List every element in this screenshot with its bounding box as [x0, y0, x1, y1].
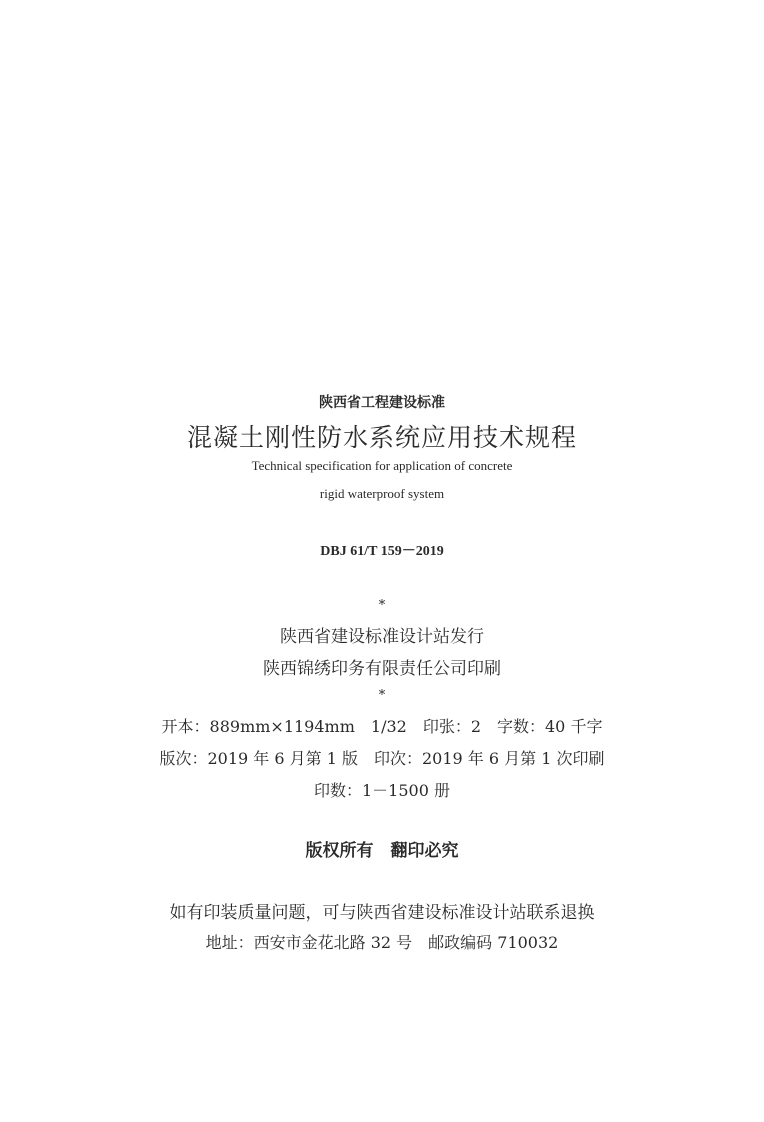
standard-code: DBJ 61/T 159－2019 [320, 544, 444, 559]
quality-notice: 如有印装质量问题，可与陕西省建设标准设计站联系退换 [169, 903, 595, 923]
publisher-line: 陕西省建设标准设计站发行 [280, 627, 484, 647]
english-title-line-2: rigid waterproof system [319, 486, 445, 501]
format-info-line: 开本：889mm×1194mm 1/32 印张：2 字数：40 千字 [161, 717, 603, 736]
english-title-line-1: Technical specification for application of concrete [251, 458, 513, 473]
chinese-title: 混凝土刚性防水系统应用技术规程 [186, 423, 577, 452]
separator-asterisk: * [378, 688, 386, 703]
edition-info-line: 版次：2019 年 6 月第 1 版 印次：2019 年 6 月第 1 次印刷 [159, 749, 605, 768]
printer-line: 陕西锦绣印务有限责任公司印刷 [263, 659, 501, 679]
separator-asterisk: * [378, 598, 386, 613]
copyright-notice: 版权所有 翻印必究 [305, 841, 459, 861]
print-run-line: 印数：1－1500 册 [314, 781, 450, 800]
standard-series-label: 陕西省工程建设标准 [319, 395, 445, 411]
address-line: 地址：西安市金花北路 32 号 邮政编码 710032 [205, 933, 559, 952]
